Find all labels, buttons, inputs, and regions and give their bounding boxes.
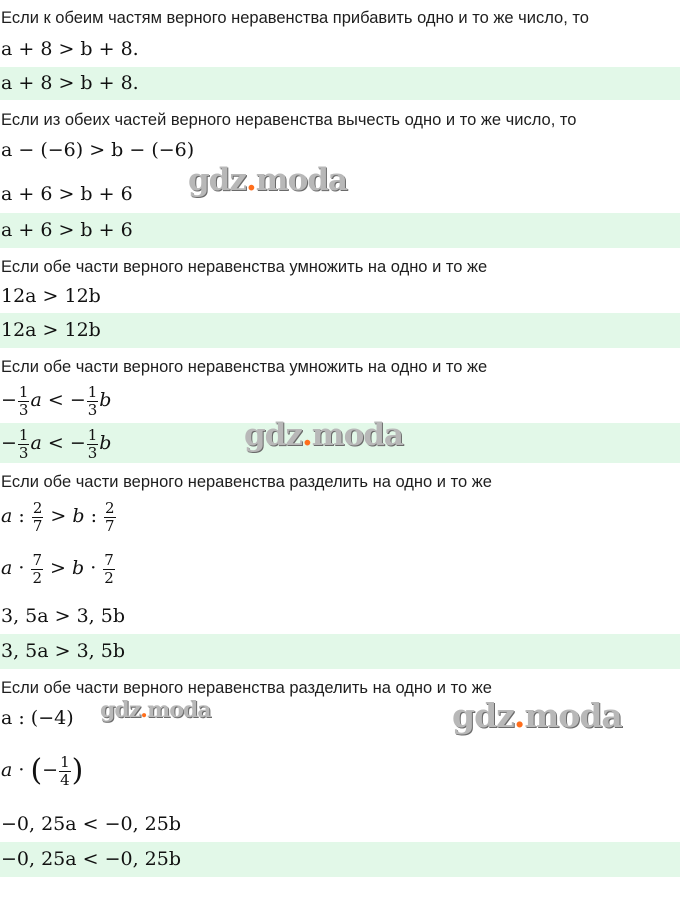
answer-line: a + 6 > b + 6 — [0, 213, 680, 248]
minus-sign: − — [1, 432, 17, 454]
fraction-denominator: 7 — [105, 516, 115, 535]
math-line: 12a > 12b — [1, 285, 101, 307]
fraction-denominator: 3 — [87, 400, 98, 419]
fraction-denominator: 3 — [87, 443, 98, 462]
answer-line: 3, 5a > 3, 5b — [0, 634, 680, 669]
watermark-logo: gdz.moda — [100, 697, 211, 723]
fraction-numerator: 2 — [105, 498, 115, 517]
fraction-numerator: 2 — [32, 498, 43, 517]
paragraph-text: Если обе части верного неравенства умножить на одно и то же — [1, 258, 488, 276]
minus-sign: − — [42, 759, 59, 781]
fraction-denominator: 2 — [104, 568, 114, 587]
watermark-logo: gdz.moda — [452, 696, 622, 735]
fraction-numerator: 1 — [87, 382, 98, 401]
fraction-numerator: 7 — [32, 550, 42, 569]
minus-sign: − — [69, 432, 86, 454]
math-line: a − (−6) > b − (−6) — [1, 139, 195, 161]
fraction — [31, 552, 43, 587]
math-line: a · $\frac{7}{2}$ > b · $\frac{7}{2}$ — [1, 550, 114, 587]
left-paren: ( — [30, 753, 43, 788]
less-than-sign: < — [47, 432, 64, 454]
right-paren: ) — [71, 753, 84, 788]
paragraph-text: Если из обеих частей верного неравенства вычесть одно и то же число, то — [1, 111, 577, 129]
fraction-numerator: 7 — [104, 550, 114, 569]
fraction-denominator: 3 — [18, 400, 29, 419]
math-line: a + 6 > b + 6 — [1, 183, 133, 205]
fraction — [18, 427, 30, 462]
answer-line: −0, 25a < −0, 25b — [0, 842, 680, 877]
minus-sign: − — [1, 389, 17, 411]
fraction — [87, 427, 99, 462]
fraction-numerator: 1 — [87, 425, 98, 444]
math-line: −0, 25a < −0, 25b — [1, 813, 182, 835]
paragraph-text: Если обе части верного неравенства разделить на одно и то же — [1, 679, 492, 697]
watermark-logo: gdz.moda — [244, 417, 404, 453]
math-line: 3, 5a > 3, 5b — [1, 605, 126, 627]
fraction-denominator: 2 — [32, 568, 42, 587]
paragraph-text: Если обе части верного неравенства умножить на одно и то же — [1, 358, 488, 376]
fraction-denominator: 4 — [60, 770, 70, 789]
fraction — [87, 384, 99, 419]
fraction — [104, 500, 116, 535]
math-line: − $\frac{1}{3}$ a < − $\frac{1}{3}$ b — [1, 382, 112, 419]
answer-line: 12a > 12b — [0, 313, 680, 348]
paragraph-text: Если к обеим частям верного неравенства прибавить одно и то же число, то — [1, 9, 589, 27]
math-line: a : (−4) — [1, 707, 74, 729]
fraction-denominator: 3 — [18, 443, 29, 462]
fraction — [18, 384, 30, 419]
watermark-logo: gdz.moda — [188, 162, 348, 198]
fraction — [32, 500, 44, 535]
less-than-sign: < — [47, 389, 64, 411]
paragraph-text: Если обе части верного неравенства разделить на одно и то же — [1, 473, 492, 491]
math-line: a + 8 > b + 8. — [1, 38, 139, 60]
fraction — [103, 552, 115, 587]
fraction-denominator: 7 — [32, 516, 43, 535]
math-line: a · (− $\frac{1}{4}$ ) — [1, 752, 84, 789]
answer-line: a + 8 > b + 8. — [0, 67, 680, 100]
fraction-numerator: 1 — [18, 425, 29, 444]
answer-line: − $\frac{1}{3}$ a < − $\frac{1}{3}$ b — [0, 423, 680, 463]
fraction — [59, 754, 71, 789]
minus-sign: − — [69, 389, 86, 411]
math-line: a : $\frac{2}{7}$ > b : $\frac{2}{7}$ — [1, 498, 115, 535]
fraction-numerator: 1 — [18, 382, 29, 401]
fraction-numerator: 1 — [60, 752, 70, 771]
